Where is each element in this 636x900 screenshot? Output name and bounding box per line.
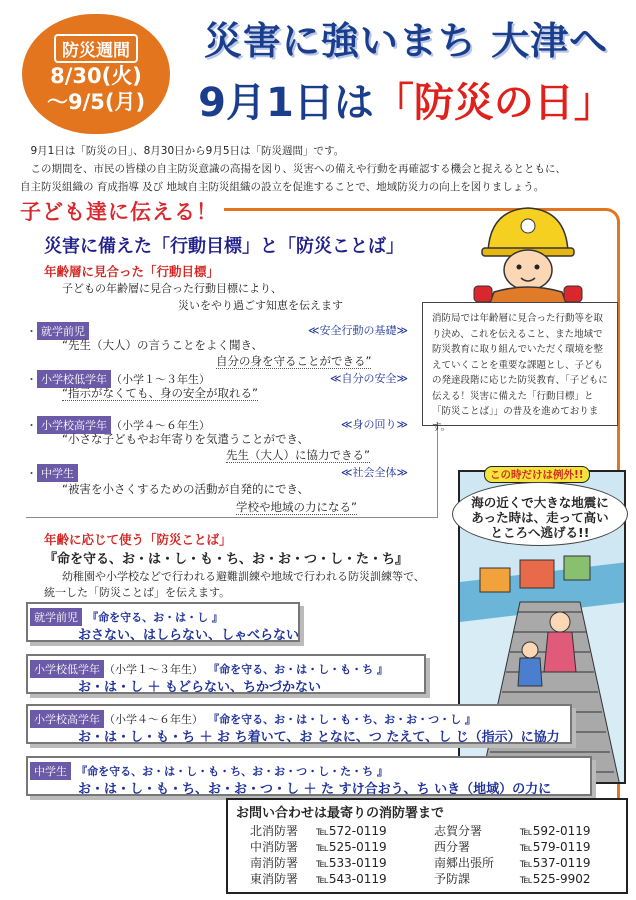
goals-title: 年齢層に見合った「行動目標」 — [44, 264, 220, 279]
station-tel: ℡533-0119 — [316, 856, 387, 870]
goal-label: ≪社会全体≫ — [340, 466, 408, 479]
badge-date-start: 8/30(火) — [50, 64, 142, 88]
station-name: 東消防署 — [250, 872, 299, 886]
station-name: 西分署 — [434, 840, 471, 854]
station-tel: ℡543-0119 — [316, 872, 387, 886]
goals-desc-line1: 子どもの年齢層に見合った行動目標により、 — [62, 282, 282, 295]
goal-quote-line2: 自分の身を守ることができる” — [216, 354, 372, 368]
station-tel: ℡525-9902 — [519, 872, 591, 886]
phrases-main: 『命を守る、お・は・し・も・ち、お・お・つ・し・た・ち』 — [44, 552, 409, 567]
phrase-text: 『命を守る、お・は・し 』 — [87, 611, 223, 624]
phrase-row — [26, 602, 300, 642]
phrase-line: お・は・し ＋ もどらない、ちかづかない — [78, 680, 322, 695]
phrase-row — [26, 654, 426, 694]
goal-item: ・ 中学生 ≪社会全体≫ “被害を小さくするための活動が自発的にでき、 学校や地域の力になる” — [26, 466, 408, 514]
age-tag: 小学校高学年 — [30, 710, 104, 728]
intro-line3: 自主防災組織の 育成指導 及び 地域自主防災組織の設立を促進することで、地域防災力の向上を図りましょう。 — [20, 181, 545, 193]
goals-desc-line2: 災いをやり過ごす知恵を伝えます — [178, 299, 343, 312]
age-tag: 中学生 — [37, 464, 78, 482]
goal-label: ≪安全行動の基礎≫ — [307, 324, 408, 337]
headline-line1: 災害に強いまち 大津へ — [203, 19, 609, 63]
exception-tag: この時だけは例外!! — [484, 466, 590, 483]
age-note: （小学１～３年生） — [104, 663, 203, 676]
headline — [186, 10, 626, 128]
exception-speech-bubble — [452, 482, 628, 546]
goal-label: ≪身の回り≫ — [340, 418, 408, 431]
headline-date: 9月1日は — [198, 80, 374, 126]
station-name: 南消防署 — [250, 856, 299, 870]
station-tel: ℡592-0119 — [519, 824, 591, 838]
phrases-desc-line2: 統一した「防災ことば」を伝えます。 — [44, 586, 231, 599]
phrase-row — [26, 704, 572, 744]
intro-text — [20, 142, 620, 196]
contact-row — [236, 839, 618, 855]
age-tag: 小学校低学年 — [30, 660, 104, 678]
goal-quote-line2: 学校や地域の力になる” — [236, 500, 357, 514]
contact-row — [236, 855, 618, 871]
goal-item: ・ 就学前児 ≪安全行動の基礎≫ “先生（大人）の言うことをよく聞き、 自分の身を守ることができる” — [26, 320, 418, 366]
phrase-text: 『命を守る、お・は・し・も・ち 』 — [208, 663, 388, 676]
kids-section-title: 子ども達に伝える！ — [14, 196, 224, 226]
kids-subhead: 災害に備えた「行動目標」と「防災ことば」 — [44, 236, 404, 257]
goal-item: ・ 小学校高学年 （小学４～６年生） ≪身の回り≫ “小さな子どもやお年寄りを気遣うことができ、 先生（大人）に協力できる” — [26, 418, 408, 462]
age-tag: 小学校低学年 — [37, 370, 111, 388]
station-name: 予防課 — [434, 872, 471, 886]
exception-line1: 海の近くで大きな地震に — [471, 495, 609, 510]
goal-quote-line1: “指示がなくても、身の安全が取れる” — [62, 386, 258, 400]
goal-quote-line2: 先生（大人）に協力できる” — [226, 448, 370, 462]
station-tel: ℡525-0119 — [316, 840, 387, 854]
badge-date-end: ～9/5(月) — [46, 90, 146, 114]
event-badge — [22, 14, 170, 134]
phrase-line: お・は・し・も・ち、お・お・つ・し ＋ た すけ合おう、ち いき（地域）の力に — [78, 782, 552, 797]
phrases-title: 年齢に応じて使う「防災ことば」 — [44, 532, 232, 547]
intro-line1: 9月1日は「防災の日」、8月30日から9月5日は「防災週間」です。 — [30, 145, 345, 157]
station-tel: ℡572-0119 — [316, 824, 387, 838]
intro-line2: この期間を、市民の皆様の自主防災意識の高揚を図り、災害への備えや行動を再確認する機会と捉えるとともに、 — [30, 163, 566, 175]
station-tel: ℡579-0119 — [519, 840, 591, 854]
age-tag: 就学前児 — [30, 608, 82, 626]
age-note: （小学４～６年生） — [111, 419, 210, 432]
goal-quote-line1: “小さな子どもやお年寄りを気遣うことができ、 — [62, 432, 309, 446]
phrase-line: お・は・し・も・ち ＋ お ち着いて、お となに、つ たえて、し じ（指示）に協力 — [78, 730, 560, 745]
goal-quote-line1: “先生（大人）の言うことをよく聞き、 — [62, 338, 263, 352]
contact-box — [226, 798, 628, 894]
station-name: 北消防署 — [250, 824, 299, 838]
headline-line2 — [186, 71, 626, 128]
goal-item: ・ 小学校低学年 （小学１～３年生） ≪自分の安全≫ “指示がなくても、身の安全が取れる” — [26, 372, 408, 400]
station-name: 志賀分署 — [434, 824, 483, 838]
contact-row — [236, 823, 618, 839]
contact-row — [236, 871, 618, 887]
goal-label: ≪自分の安全≫ — [329, 372, 408, 385]
firefighter-illustration — [468, 200, 588, 308]
exception-line2: あった時は、走って高い — [471, 510, 609, 525]
phrase-text: 『命を守る、お・は・し・も・ち、お・お・つ・し・た・ち 』 — [76, 765, 388, 778]
age-tag: 中学生 — [30, 762, 71, 780]
phrases-desc-line1: 幼稚園や小学校などで行われる避難訓練や地域で行われる防災訓練等で、 — [62, 570, 425, 583]
station-name: 中消防署 — [250, 840, 299, 854]
contact-title: お問い合わせは最寄りの消防署まで — [236, 806, 445, 821]
phrase-text: 『命を守る、お・は・し・も・ち、お・お・つ・し 』 — [208, 713, 476, 726]
age-note: （小学１～３年生） — [111, 373, 210, 386]
station-tel: ℡537-0119 — [519, 856, 591, 870]
phrase-line: おさない、はしらない、しゃべらない — [78, 628, 300, 643]
station-name: 南郷出張所 — [434, 856, 495, 870]
age-tag: 小学校高学年 — [37, 416, 111, 434]
age-note: （小学４～６年生） — [104, 713, 203, 726]
phrase-row — [26, 756, 592, 796]
headline-day-name: 「防災の日」 — [373, 80, 614, 126]
goal-quote-line1: “被害を小さくするための活動が自発的にでき、 — [62, 482, 309, 496]
contact-table — [236, 823, 618, 887]
age-tag: 就学前児 — [37, 322, 89, 340]
exception-line3: ところへ逃げる!! — [490, 525, 590, 540]
info-box: 消防局では年齢層に見合った行動等を取り決め、これを伝えること、また地域で防災教育に取り組んでいただく環境を整えていくことを重要な課題とし、子どもの発達段階に応じた防災教育、「子どもに伝える！災害に備えた「行動目標」と「防災ことば」」の普及を進めております。 — [422, 302, 618, 426]
badge-title: 防災週間 — [54, 34, 138, 63]
